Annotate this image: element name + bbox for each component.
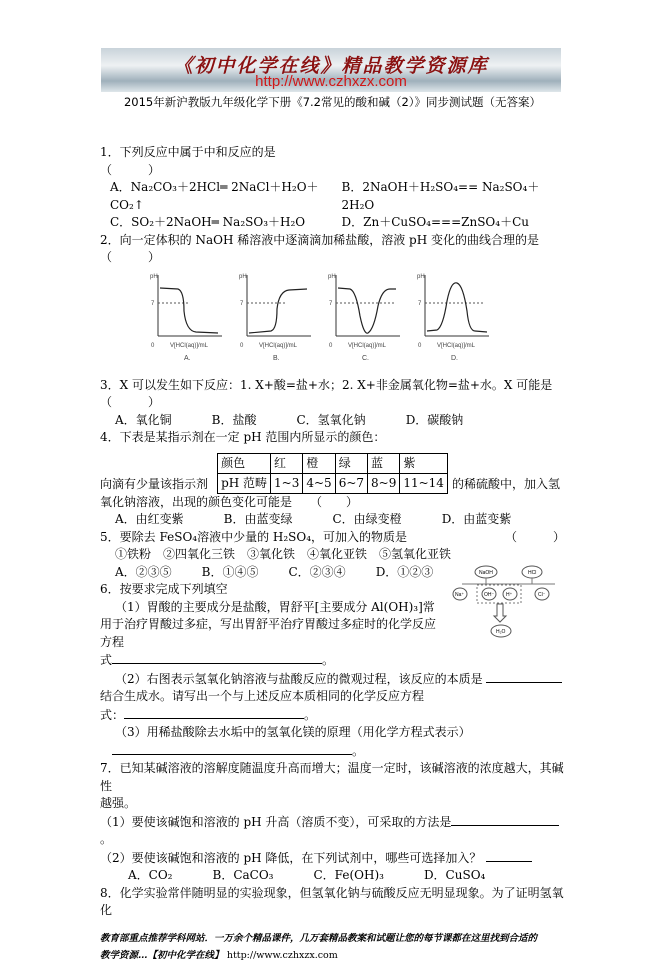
q1-option-b: B．2NaOH＋H₂SO₄== Na₂SO₄＋2H₂O — [341, 180, 540, 212]
answer-blank[interactable] — [112, 742, 352, 755]
q4-options — [100, 511, 565, 529]
q7-options — [100, 867, 565, 885]
q4-line2: 氧化钠溶液，出现的颜色变化可能是 （ ） — [100, 494, 359, 509]
q3-options — [100, 412, 565, 430]
h2o-node: H₂O — [496, 628, 506, 635]
question-content — [100, 0, 565, 964]
q6-part1-line2: 治疗胃酸过多症，写出胃舒平治疗胃酸过多症时的化学反应方程 — [100, 617, 437, 649]
naoh-node: NaOH — [479, 569, 493, 576]
axis-x-label: V[HCl(aq)]/mL — [348, 342, 387, 349]
tick-7: 7 — [418, 300, 422, 307]
indicator-color-table — [217, 453, 448, 494]
q4-stem: 4．下表是某指示剂在一定 pH 范围内所显示的颜色： — [100, 430, 386, 444]
answer-blank[interactable] — [124, 706, 304, 719]
q4-text-before-table: 向滴有少量该指示剂 — [100, 477, 209, 491]
q4-text-after-table: 的稀硫酸中，加入氢 — [451, 477, 560, 491]
q3-paren: （ ） — [100, 395, 161, 409]
tick-7: 7 — [329, 300, 333, 307]
answer-blank[interactable] — [112, 651, 322, 664]
q6-part2-line2: 合生成水。请写出一个与上述反应本质相同的化学反应方程 — [112, 689, 425, 703]
q2-graphs — [148, 271, 565, 363]
tick-7: 7 — [240, 300, 244, 307]
table-cell: 4~5 — [303, 473, 335, 493]
q7-stem: 7．已知某碱溶液的溶解度随温度升高而增大；温度一定时，该碱溶液的浓度越大，其碱性 — [100, 761, 564, 793]
q7-option-c: C．Fe(OH)₃ — [313, 868, 384, 882]
q6-stem: 6．按要求完成下列填空 — [100, 582, 228, 596]
q7-option-d: D．CuSO₄ — [423, 868, 486, 882]
q3-option-a: A．氧化铜 — [115, 412, 172, 427]
q6-part3-answer-line — [100, 742, 565, 761]
naoh-hcl-reaction-diagram — [450, 564, 565, 640]
text: （2）要使该碱饱和溶液的 pH 降低，在下列试剂中，哪些可选择加入？ — [100, 850, 482, 865]
axis-y-label: pH — [417, 273, 425, 280]
q1-option-c: C．SO₂＋2NaOH═ Na₂SO₃＋H₂O — [110, 215, 306, 229]
q5-option-b: B．①④⑤ — [201, 564, 259, 579]
hcl-node: HCl — [528, 569, 537, 576]
graph-b — [237, 271, 315, 363]
table-cell: 橙 — [303, 453, 335, 473]
banner-title: 《初中化学在线》精品教学资源库 — [173, 55, 489, 77]
q1-paren: （ ） — [100, 162, 161, 177]
q2-stem: 2．向一定体积的 NaOH 稀溶液中逐滴滴加稀盐酸，溶液 pH 变化的曲线合理的是 — [100, 232, 539, 247]
tick-0: 0 — [240, 342, 244, 349]
q3-option-c: C．氢氧化钠 — [296, 412, 366, 427]
cl-ion: Cl⁻ — [538, 591, 546, 598]
axis-x-label: V[HCl(aq)]/mL — [170, 342, 209, 349]
table-cell: 绿 — [335, 453, 367, 473]
table-cell: 紫 — [400, 453, 448, 473]
na-ion: Na⁺ — [455, 591, 465, 598]
label: 式： — [100, 707, 125, 722]
banner-url[interactable]: http://www.czhxzx.com — [255, 73, 407, 90]
q1-option-a: A．Na₂CO₃＋2HCl═ 2NaCl＋H₂O＋CO₂↑ — [110, 180, 319, 212]
h-ion: H⁺ — [506, 591, 513, 598]
axis-y-label: pH — [150, 273, 158, 280]
answer-blank[interactable] — [486, 670, 562, 683]
graph-b-label: B. — [273, 354, 280, 362]
q4-option-a: A．由红变紫 — [115, 512, 184, 526]
table-cell: 蓝 — [368, 453, 400, 473]
q5-paren: （ ） — [504, 529, 565, 544]
q5-option-a: A．②③⑤ — [115, 564, 172, 579]
graph-a-label: A. — [184, 354, 191, 362]
label: 式 — [100, 653, 113, 667]
axis-x-label: V[HCl(aq)]/mL — [437, 342, 476, 349]
footer-url-link[interactable]: http://www.czhxzx.com — [226, 949, 338, 961]
q5-items: ①铁粉 ②四氧化三铁 ③氧化铁 ④氧化亚铁 ⑤氢氧化亚铁 — [115, 547, 452, 561]
period: 。 — [322, 653, 335, 667]
table-cell: 红 — [271, 453, 303, 473]
table-cell: 颜色 — [218, 453, 271, 473]
q6-part3: （3）用稀盐酸除去水垢中的氢氧化镁的原理（用化学方程式表示） — [115, 725, 471, 739]
period: 。 — [304, 707, 317, 722]
table-row — [218, 473, 448, 493]
q3-stem: 3．X 可以发生如下反应：1. X+酸=盐+水；2. X+非金属氧化物=盐+水。X 可能是 — [100, 377, 553, 392]
q4-table-row — [100, 453, 565, 494]
q7-part1 — [100, 813, 565, 849]
footer-line1: 教育部重点推荐学科网站．一万余个精品课件，几万套精品教案和试题让您的每节课都在这里找到合适的 — [100, 932, 538, 944]
q7-option-b: B．CaCO₃ — [212, 868, 274, 882]
q7-part2 — [100, 849, 565, 868]
axis-y-label: pH — [328, 273, 336, 280]
graph-c-label: C. — [362, 354, 369, 362]
tick-7: 7 — [151, 300, 155, 307]
axis-y-label: pH — [239, 273, 247, 280]
footer-line2: 教学资源…【初中化学在线】 — [100, 949, 224, 961]
q1-stem: 1．下列反应中属于中和反应的是 — [100, 145, 276, 159]
q5-option-d: D．①②③ — [375, 564, 434, 579]
doc-title: 2015年新沪教版九年级化学下册《7.2常见的酸和碱（2）》同步测试题（无答案） — [123, 95, 542, 109]
graph-d — [415, 271, 493, 363]
tick-0: 0 — [151, 342, 155, 349]
q5-options — [100, 564, 444, 582]
text: （1）要使该碱饱和溶液的 pH 升高（溶质不变），可采取的方法是 — [100, 814, 452, 829]
tick-0: 0 — [329, 342, 333, 349]
tick-0: 0 — [418, 342, 422, 349]
answer-blank[interactable] — [486, 849, 532, 862]
q7-stem-line2: 越强。 — [100, 796, 137, 810]
arrow-down-icon — [494, 604, 506, 622]
q5-option-c: C．②③④ — [288, 564, 346, 579]
table-cell: 8~9 — [368, 473, 400, 493]
table-cell: 6~7 — [335, 473, 367, 493]
text: 结 — [100, 689, 113, 703]
q6-part2-line1: （2）右图表示氢氧化钠溶液与盐酸反应的微观过程，该反应的本质是 — [115, 671, 483, 686]
q7-option-a: A．CO₂ — [128, 868, 173, 882]
q6-part1-line1: （1）胃酸的主要成分是盐酸，胃舒平[主要成分 Al(OH)₃]常用于 — [100, 599, 435, 631]
graph-c — [326, 271, 404, 363]
graph-a — [148, 271, 226, 363]
period: 。 — [100, 832, 113, 846]
q4-option-b: B．由蓝变绿 — [223, 512, 293, 526]
axis-x-label: V[HCl(aq)]/mL — [259, 342, 298, 349]
q3-option-b: B．盐酸 — [211, 412, 257, 427]
oh-ion: OH⁻ — [484, 591, 495, 598]
q3-option-d: D．碳酸钠 — [405, 412, 464, 427]
q1-option-d: D．Zn＋CuSO₄===ZnSO₄＋Cu — [341, 215, 529, 229]
q6-part2 — [100, 670, 565, 706]
q2-paren: （ ） — [100, 250, 161, 264]
q5-stem-row — [100, 529, 565, 547]
q6-part1-answer-line — [100, 651, 565, 670]
q4-option-d: D．由蓝变紫 — [441, 512, 512, 526]
q8-stem: 8．化学实验常伴随明显的实验现象，但氢氧化钠与硫酸反应无明显现象。为了证明氢氧化 — [100, 885, 564, 917]
table-cell: 1~3 — [271, 473, 303, 493]
graph-d-label: D. — [451, 354, 458, 362]
table-cell: 11~14 — [400, 473, 448, 493]
answer-blank[interactable] — [451, 813, 559, 826]
period: 。 — [352, 743, 365, 758]
q5-stem: 5．要除去 FeSO₄溶液中少量的 H₂SO₄，可加入的物质是 — [100, 529, 408, 544]
q1-options — [100, 179, 565, 232]
q6-part2-answer-line — [100, 706, 565, 725]
table-cell: pH 范畴 — [218, 473, 271, 493]
table-header-row — [218, 453, 448, 473]
q4-option-c: C．由绿变橙 — [332, 512, 402, 526]
